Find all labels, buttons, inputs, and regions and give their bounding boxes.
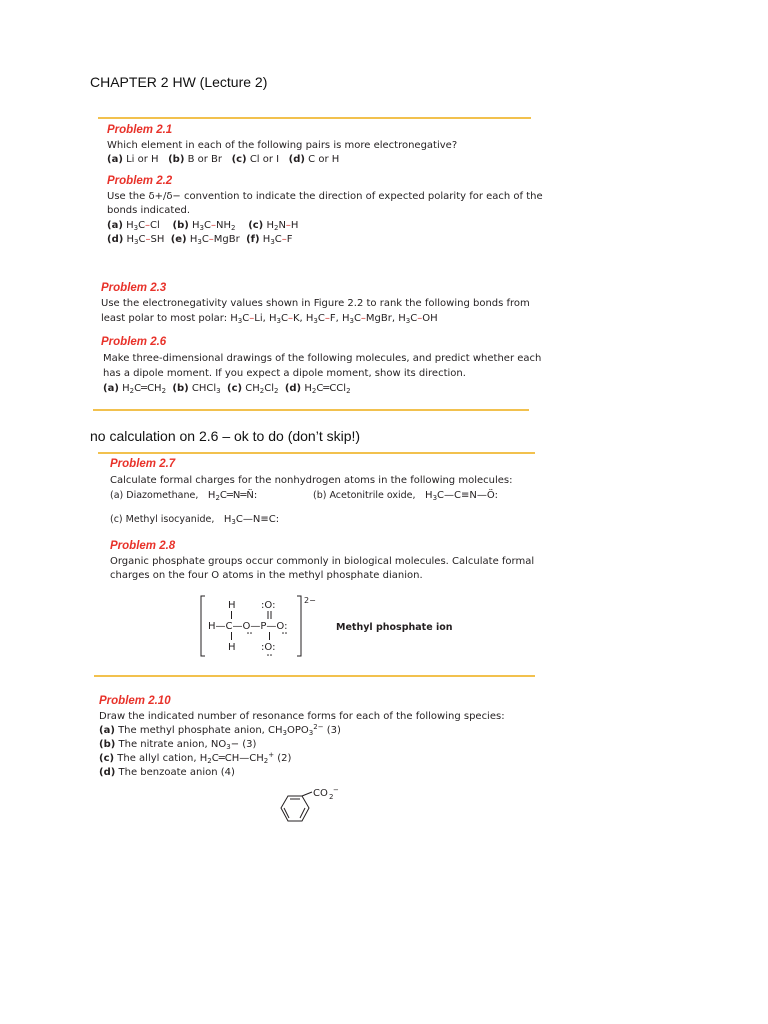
section-rule-2-6 xyxy=(93,409,529,411)
svg-text::O:: :O: xyxy=(261,600,276,611)
problem-2-3-prompt-1: Use the electronegativity values shown in Figure 2.2 to rank the following bonds from xyxy=(101,298,530,309)
problem-2-2-prompt-1: Use the δ+/δ− convention to indicate the direction of expected polarity for each of the xyxy=(107,191,543,202)
ion-charge: 2− xyxy=(304,596,316,605)
problem-2-10-title: Problem 2.10 xyxy=(99,695,171,707)
problem-2-7-prompt: Calculate formal charges for the nonhydrogen atoms in the following molecules: xyxy=(110,475,513,486)
svg-text:H—C—O—P—O:: H—C—O—P—O: xyxy=(208,621,288,632)
problem-2-10-prompt: Draw the indicated number of resonance forms for each of the following species: xyxy=(99,711,505,722)
page-title: CHAPTER 2 HW (Lecture 2) xyxy=(90,74,268,90)
svg-text::O:: :O: xyxy=(261,642,276,653)
problem-2-2-row-1: (a) $H_3C-Cl$ (b) $H_3C-NH_2$ (c) $H_2N-H$ xyxy=(107,220,299,232)
instructor-note: no calculation on 2.6 – ok to do (don’t skip!) xyxy=(90,428,361,444)
section-rule-top xyxy=(98,117,531,119)
problem-2-2-prompt-2: bonds indicated. xyxy=(107,205,191,216)
problem-2-3-title: Problem 2.3 xyxy=(101,282,167,294)
problem-2-10-b: (b) The nitrate anion, $NO_3- (3)$ xyxy=(99,739,257,751)
problem-2-1-prompt: Which element in each of the following pairs is more electronegative? xyxy=(107,140,458,151)
problem-2-2-row-2: (d) $H_3C-SH$ (e) $H_3C$–MgBr (f) $H_3C-F$ xyxy=(107,234,293,246)
section-rule-2-7 xyxy=(98,452,535,454)
methyl-isocyanide: (c) Methyl isocyanide, $H_3C—N\equiv C$: xyxy=(110,514,280,526)
svg-text:CO: CO xyxy=(313,788,328,799)
problem-2-8-prompt-2: charges on the four O atoms in the methyl phosphate dianion. xyxy=(110,570,423,581)
svg-text:−: − xyxy=(333,786,339,794)
problem-2-3-prompt-2: least polar to most polar: $H_3C-Li$, $H_3C-K$, $H_3C-F$, $H_3C$–MgBr, $H_3C-OH$ xyxy=(101,313,438,325)
section-rule-2-10 xyxy=(94,675,535,677)
methyl-phosphate-label: Methyl phosphate ion xyxy=(336,622,453,633)
problem-2-7-title: Problem 2.7 xyxy=(110,458,176,470)
problem-2-10-d: (d) The benzoate anion (4) xyxy=(99,767,235,778)
svg-text:H: H xyxy=(228,600,236,611)
problem-2-6-title: Problem 2.6 xyxy=(101,336,167,348)
acetonitrile-oxide: (b) Acetonitrile oxide, $H_3C—C\equiv N—Ö$: xyxy=(313,490,498,502)
svg-text:H: H xyxy=(228,642,236,653)
problem-2-10-c: (c) The allyl cation, $H_2C═CH—CH_2^+$ (2) xyxy=(99,751,292,765)
benzoate-structure xyxy=(268,784,358,836)
problem-2-8-prompt-1: Organic phosphate groups occur commonly in biological molecules. Calculate formal xyxy=(110,556,535,567)
problem-2-8-title: Problem 2.8 xyxy=(110,540,176,552)
diazomethane: (a) Diazomethane, $H_2C═N═N̈$: xyxy=(110,490,258,502)
problem-2-6-prompt-2: has a dipole moment. If you expect a dipole moment, show its direction. xyxy=(103,368,466,379)
problem-2-10-a: (a) The methyl phosphate anion, $CH_3OPO_3^{2-}$ (3) xyxy=(99,723,341,737)
problem-2-6-prompt-1: Make three-dimensional drawings of the following molecules, and predict whether each xyxy=(103,353,542,364)
problem-2-1-choices: (a) Li or H (b) B or Br (c) Cl or I (d) C or H xyxy=(107,154,340,165)
problem-2-2-title: Problem 2.2 xyxy=(107,175,173,187)
svg-text:2: 2 xyxy=(329,793,334,801)
problem-2-6-choices: (a) $H_2C═CH_2$ (b) CHCl$_3$ (c) $CH_2Cl_2$ (d) $H_2C═CCl_2$ xyxy=(103,383,351,395)
problem-2-1-title: Problem 2.1 xyxy=(107,124,173,136)
